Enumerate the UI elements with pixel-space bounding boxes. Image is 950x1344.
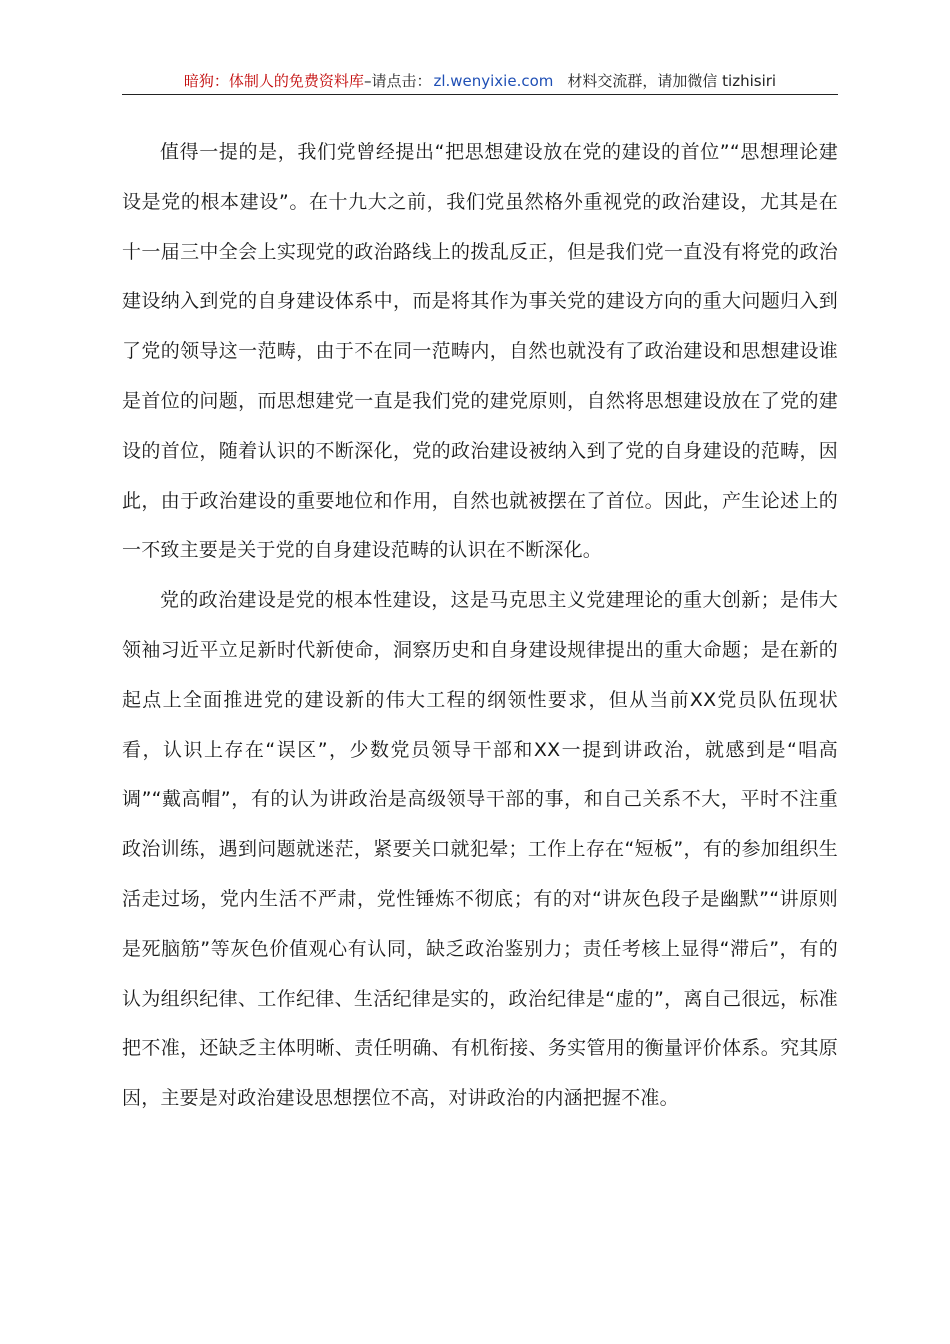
- header-brand: 暗狗：体制人的免费资料库: [183, 72, 364, 90]
- header-link[interactable]: zl.wenyixie.com: [433, 72, 554, 90]
- document-body: [122, 128, 838, 1124]
- paragraph-1: 值得一提的是，我们党曾经提出“把思想建设放在党的建设的首位”“思想理论建设是党的根本建设”。在十九大之前，我们党虽然格外重视党的政治建设，尤其是在十一届三中全会上实现党的政治路线上的拨乱反正，但是我们党一直没有将党的政治建设纳入到党的自身建设体系中，而是将其作为事关党的建设方向的重大问题归入到了党的领导这一范畴，由于不在同一范畴内，自然也就没有了政治建设和思想建设谁是首位的问题，而思想建党一直是我们党的建党原则，自然将思想建设放在了党的建设的首位，随着认识的不断深化，党的政治建设被纳入到了党的自身建设的范畴，因此，由于政治建设的重要地位和作用，自然也就被摆在了首位。因此，产生论述上的一不致主要是关于党的自身建设范畴的认识在不断深化。: [122, 141, 838, 562]
- header-contact: 材料交流群，请加微信 tizhisiri: [567, 72, 777, 90]
- header-separator: –请点击：: [363, 72, 432, 90]
- page-header: [122, 68, 838, 95]
- paragraph-2: 党的政治建设是党的根本性建设，这是马克思主义党建理论的重大创新；是伟大领袖习近平立足新时代新使命，洞察历史和自身建设规律提出的重大命题；是在新的起点上全面推进党的建设新的伟大工程的纲领性要求，但从当前XX党员队伍现状看，认识上存在“误区”，少数党员领导干部和XX一提到讲政治，就感到是“唱高调”“戴高帽”，有的认为讲政治是高级领导干部的事，和自己关系不大，平时不注重政治训练，遇到问题就迷茫，紧要关口就犯晕；工作上存在“短板”，有的参加组织生活走过场，党内生活不严肃，党性锤炼不彻底；有的对“讲灰色段子是幽默”“讲原则是死脑筋”等灰色价值观心有认同，缺乏政治鉴别力；责任考核上显得“滞后”，有的认为组织纪律、工作纪律、生活纪律是实的，政治纪律是“虚的”，离自己很远，标准把不准，还缺乏主体明晰、责任明确、有机衔接、务实管用的衡量评价体系。究其原因，主要是对政治建设思想摆位不高，对讲政治的内涵把握不准。: [122, 589, 838, 1110]
